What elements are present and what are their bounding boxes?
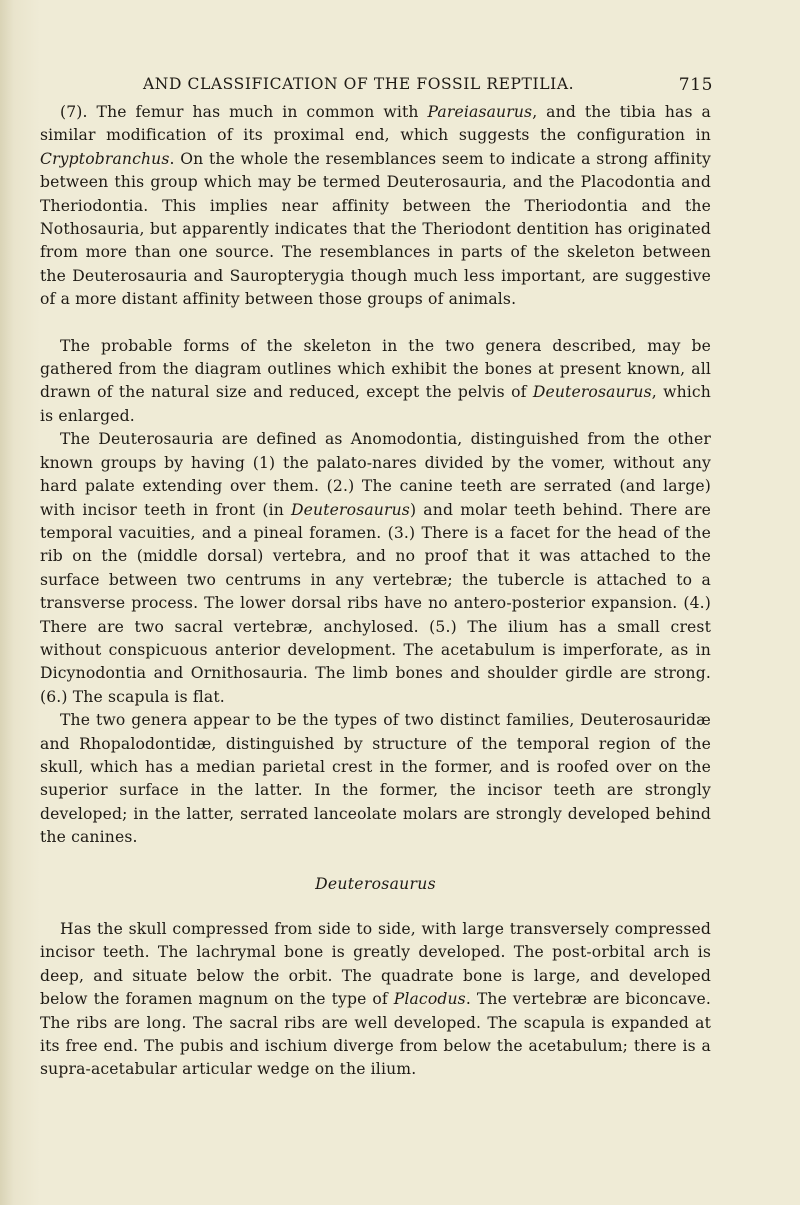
text-run: , which is enlarged. [40,383,711,425]
taxon-name: Deuterosaurus [532,383,652,402]
body-text [40,101,711,1082]
text-run: , and the tibia has a similar modification of its proximal end, which suggests the configuration in [40,103,711,145]
text-run: Has the skull compressed from side to side, with large transversely compressed incisor teeth. The lachrymal bone is greatly developed. The post-orbital arch is deep, and situate below the orbit. The quadrate bone is large, and developed below the foramen magnum on the type of [40,920,711,1009]
paragraph-femur [40,101,711,312]
taxon-name: Placodus [393,990,466,1009]
text-run: . On the whole the resemblances seem to indicate a strong affinity between this group which may be termed Deuterosauria, and the Placodontia and Theriodontia. This implies near affinity between the Theriodontia and the Nothosauria, but apparently indicates that the Theriodont dentition has originated from more than one source. The resemblances in parts of the skeleton between the Deuterosauria and Sauropterygia though much less important, are suggestive of a more distant affinity between those groups of animals. [40,149,711,309]
text-run: The probable forms of the skeleton in the two genera described, may be gathered from the diagram outlines which exhibit the bones at present known, all drawn of the natural size and reduced, except the pelvis of [40,336,711,402]
paragraph-deuterosaurus [40,918,711,1082]
taxon-name: Deuterosaurus [291,500,410,519]
page-number: 715 [678,75,713,95]
paragraph-families: The two genera appear to be the types of two distinct families, Deuterosauridæ and Rhopalodontidæ, distinguished by structure of the temporal region of the skull, which has a median parietal crest in the former, and is roofed over on the superior surface in the latter. In the former, the incisor teeth are strongly developed; in the latter, serrated lanceolate molars are strongly developed behind the canines. [40,711,711,847]
running-head [143,75,713,99]
text-run: ) and molar teeth behind. There are temporal vacuities, and a pineal foramen. (3.) There is a facet for the head of the rib on the (middle dorsal) vertebra, and no proof that it was attached to the surface between two centrums in any vertebræ; the tubercle is attached to a transverse process. The lower dorsal ribs have no antero-posterior expansion. (4.) There are two sacral vertebræ, anchylosed. (5.) The ilium has a small crest without conspicuous anterior development. The acetabulum is imperforate, as in Dicynodontia and Ornithosauria. The limb bones and shoulder girdle are strong. (6.) The scapula is flat. [40,500,711,706]
running-title: AND CLASSIFICATION OF THE FOSSIL REPTILIA. [143,75,575,93]
taxon-name: Cryptobranchus [40,149,170,168]
text-run: The Deuterosauria are defined as Anomodontia, distinguished from the other known groups by having (1) the palato-nares divided by the vomer, without any hard palate extending over them. (2.) The canine teeth are serrated (and large) with incisor teeth in front (in [40,430,711,519]
paragraph-definition [40,428,711,709]
text-run: (7). The femur has much in common with [60,103,428,121]
section-heading: Deuterosaurus [315,874,436,893]
taxon-name: Pareiasaurus [427,103,533,121]
text-run: . The vertebræ are biconcave. The ribs are long. The sacral ribs are well developed. The scapula is expanded at its free end. The pubis and ischium diverge from below the acetabulum; there is a supra-acetabular articular wedge on the ilium. [40,990,711,1079]
paragraph-skeleton-forms [40,335,711,429]
